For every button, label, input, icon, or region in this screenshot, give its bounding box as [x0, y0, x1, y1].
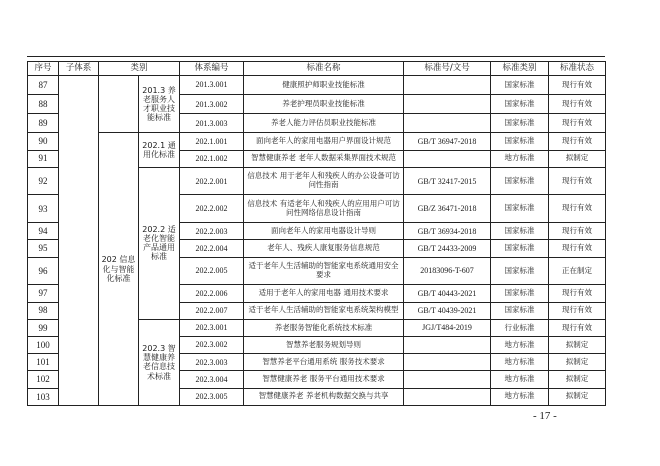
- row-status: 现行有效: [549, 167, 606, 195]
- header-category: 类别: [99, 62, 180, 76]
- row-type: 国家标准: [491, 76, 549, 95]
- row-type: 国家标准: [491, 240, 549, 257]
- row-code: 201.3.003: [180, 114, 244, 133]
- row-std-no: [404, 150, 491, 167]
- row-code: 202.1.001: [180, 133, 244, 150]
- row-status: 拟制定: [549, 354, 606, 371]
- row-status: 现行有效: [549, 195, 606, 223]
- row-std-no: [404, 371, 491, 388]
- row-status: 现行有效: [549, 285, 606, 302]
- row-name: 智慧健康养老 服务平台通用技术要求: [244, 371, 404, 388]
- blank-category-cell: [99, 76, 139, 133]
- row-index: 103: [28, 388, 59, 405]
- row-name: 信息技术 用于老年人和残疾人的办公设备可访问性指南: [244, 167, 404, 195]
- header-name: 标准名称: [244, 62, 404, 76]
- row-name: 养老护理员职业技能标准: [244, 95, 404, 114]
- row-status: 现行有效: [549, 223, 606, 240]
- row-index: 93: [28, 195, 59, 223]
- row-name: 适于老年人生活辅助的智能家电系统架构模型: [244, 302, 404, 319]
- row-status: 现行有效: [549, 319, 606, 336]
- row-name: 智慧养老平台通用系统 服务技术要求: [244, 354, 404, 371]
- category-202-2: 202.2 适老化智能产品通用标准: [139, 167, 180, 319]
- row-index: 96: [28, 257, 59, 285]
- row-std-no: [404, 76, 491, 95]
- row-index: 99: [28, 319, 59, 336]
- table-row: [28, 133, 606, 150]
- row-index: 95: [28, 240, 59, 257]
- header-status: 标准状态: [549, 62, 606, 76]
- category-202-1: 202.1 通用化标准: [139, 133, 180, 167]
- row-code: 201.3.001: [180, 76, 244, 95]
- row-name: 养老人能力评估员职业技能标准: [244, 114, 404, 133]
- row-type: 国家标准: [491, 133, 549, 150]
- row-std-no: GB/Z 36471-2018: [404, 195, 491, 223]
- top-rule: [27, 56, 605, 57]
- row-name: 智慧健康养老 老年人数据采集界面技术规范: [244, 150, 404, 167]
- row-index: 100: [28, 336, 59, 353]
- row-name: 面向老年人的家用电器用户界面设计规范: [244, 133, 404, 150]
- row-std-no: [404, 95, 491, 114]
- row-name: 适用于老年人的家用电器 通用技术要求: [244, 285, 404, 302]
- row-std-no: [404, 336, 491, 353]
- row-index: 102: [28, 371, 59, 388]
- row-std-no: GB/T 40439-2021: [404, 302, 491, 319]
- row-name: 面向老年人的家用电器设计导则: [244, 223, 404, 240]
- header-index: 序号: [28, 62, 59, 76]
- row-code: 202.3.005: [180, 388, 244, 405]
- row-code: 202.3.001: [180, 319, 244, 336]
- row-status: 现行有效: [549, 114, 606, 133]
- row-type: 地方标准: [491, 150, 549, 167]
- row-index: 87: [28, 76, 59, 95]
- page-number: - 17 -: [533, 410, 557, 422]
- row-index: 89: [28, 114, 59, 133]
- row-code: 202.2.006: [180, 285, 244, 302]
- row-std-no: GB/T 36947-2018: [404, 133, 491, 150]
- row-type: 地方标准: [491, 354, 549, 371]
- row-index: 91: [28, 150, 59, 167]
- row-code: 202.2.002: [180, 195, 244, 223]
- row-std-no: GB/T 32417-2015: [404, 167, 491, 195]
- row-status: 拟制定: [549, 371, 606, 388]
- header-subsystem: 子体系: [59, 62, 99, 76]
- row-std-no: JGJ/T484-2019: [404, 319, 491, 336]
- row-status: 拟制定: [549, 388, 606, 405]
- row-status: 正在制定: [549, 257, 606, 285]
- row-type: 地方标准: [491, 388, 549, 405]
- header-type: 标准类别: [491, 62, 549, 76]
- row-code: 202.3.002: [180, 336, 244, 353]
- row-type: 地方标准: [491, 371, 549, 388]
- header-row: [28, 62, 606, 76]
- row-type: 国家标准: [491, 95, 549, 114]
- table-row: [28, 76, 606, 95]
- row-type: 行业标准: [491, 319, 549, 336]
- row-name: 老年人、残疾人康复服务信息规范: [244, 240, 404, 257]
- category-201-3: 201.3 养老服务人才职业技能标准: [139, 76, 180, 133]
- row-name: 智慧养老服务规划导则: [244, 336, 404, 353]
- row-type: 国家标准: [491, 302, 549, 319]
- row-std-no: GB/T 36934-2018: [404, 223, 491, 240]
- row-code: 202.2.003: [180, 223, 244, 240]
- row-status: 拟制定: [549, 336, 606, 353]
- row-code: 202.3.003: [180, 354, 244, 371]
- row-std-no: [404, 354, 491, 371]
- row-index: 92: [28, 167, 59, 195]
- standards-table: [27, 61, 606, 406]
- header-code: 体系编号: [180, 62, 244, 76]
- row-std-no: GB/T 24433-2009: [404, 240, 491, 257]
- row-code: 202.2.005: [180, 257, 244, 285]
- row-std-no: 20183096-T-607: [404, 257, 491, 285]
- row-code: 202.2.004: [180, 240, 244, 257]
- row-type: 国家标准: [491, 167, 549, 195]
- row-index: 90: [28, 133, 59, 150]
- row-type: 地方标准: [491, 336, 549, 353]
- group-202-label: 202 信息化与智能化标准: [99, 133, 139, 406]
- row-name: 养老服务智能化系统技术标准: [244, 319, 404, 336]
- row-type: 国家标准: [491, 285, 549, 302]
- row-status: 现行有效: [549, 240, 606, 257]
- row-std-no: GB/T 40443-2021: [404, 285, 491, 302]
- row-std-no: [404, 114, 491, 133]
- row-code: 202.2.007: [180, 302, 244, 319]
- row-code: 202.2.001: [180, 167, 244, 195]
- category-202-3: 202.3 智慧健康养老信息技术标准: [139, 319, 180, 405]
- row-name: 信息技术 有适老年人和残疾人的应用用户可访问性网络信息设计指南: [244, 195, 404, 223]
- row-index: 94: [28, 223, 59, 240]
- row-code: 201.3.002: [180, 95, 244, 114]
- row-type: 国家标准: [491, 223, 549, 240]
- row-code: 202.1.002: [180, 150, 244, 167]
- row-index: 88: [28, 95, 59, 114]
- row-status: 现行有效: [549, 302, 606, 319]
- row-name: 适于老年人生活辅助的智能家电系统通用安全要求: [244, 257, 404, 285]
- row-status: 现行有效: [549, 95, 606, 114]
- row-status: 拟制定: [549, 150, 606, 167]
- row-index: 101: [28, 354, 59, 371]
- row-index: 98: [28, 302, 59, 319]
- subsystem-cell: [59, 76, 99, 406]
- row-index: 97: [28, 285, 59, 302]
- row-status: 现行有效: [549, 133, 606, 150]
- row-std-no: [404, 388, 491, 405]
- row-code: 202.3.004: [180, 371, 244, 388]
- row-type: 国家标准: [491, 114, 549, 133]
- row-name: 智慧健康养老 养老机构数据交换与共享: [244, 388, 404, 405]
- row-type: 国家标准: [491, 195, 549, 223]
- row-type: 国家标准: [491, 257, 549, 285]
- header-std-no: 标准号/文号: [404, 62, 491, 76]
- row-status: 现行有效: [549, 76, 606, 95]
- row-name: 健康照护师职业技能标准: [244, 76, 404, 95]
